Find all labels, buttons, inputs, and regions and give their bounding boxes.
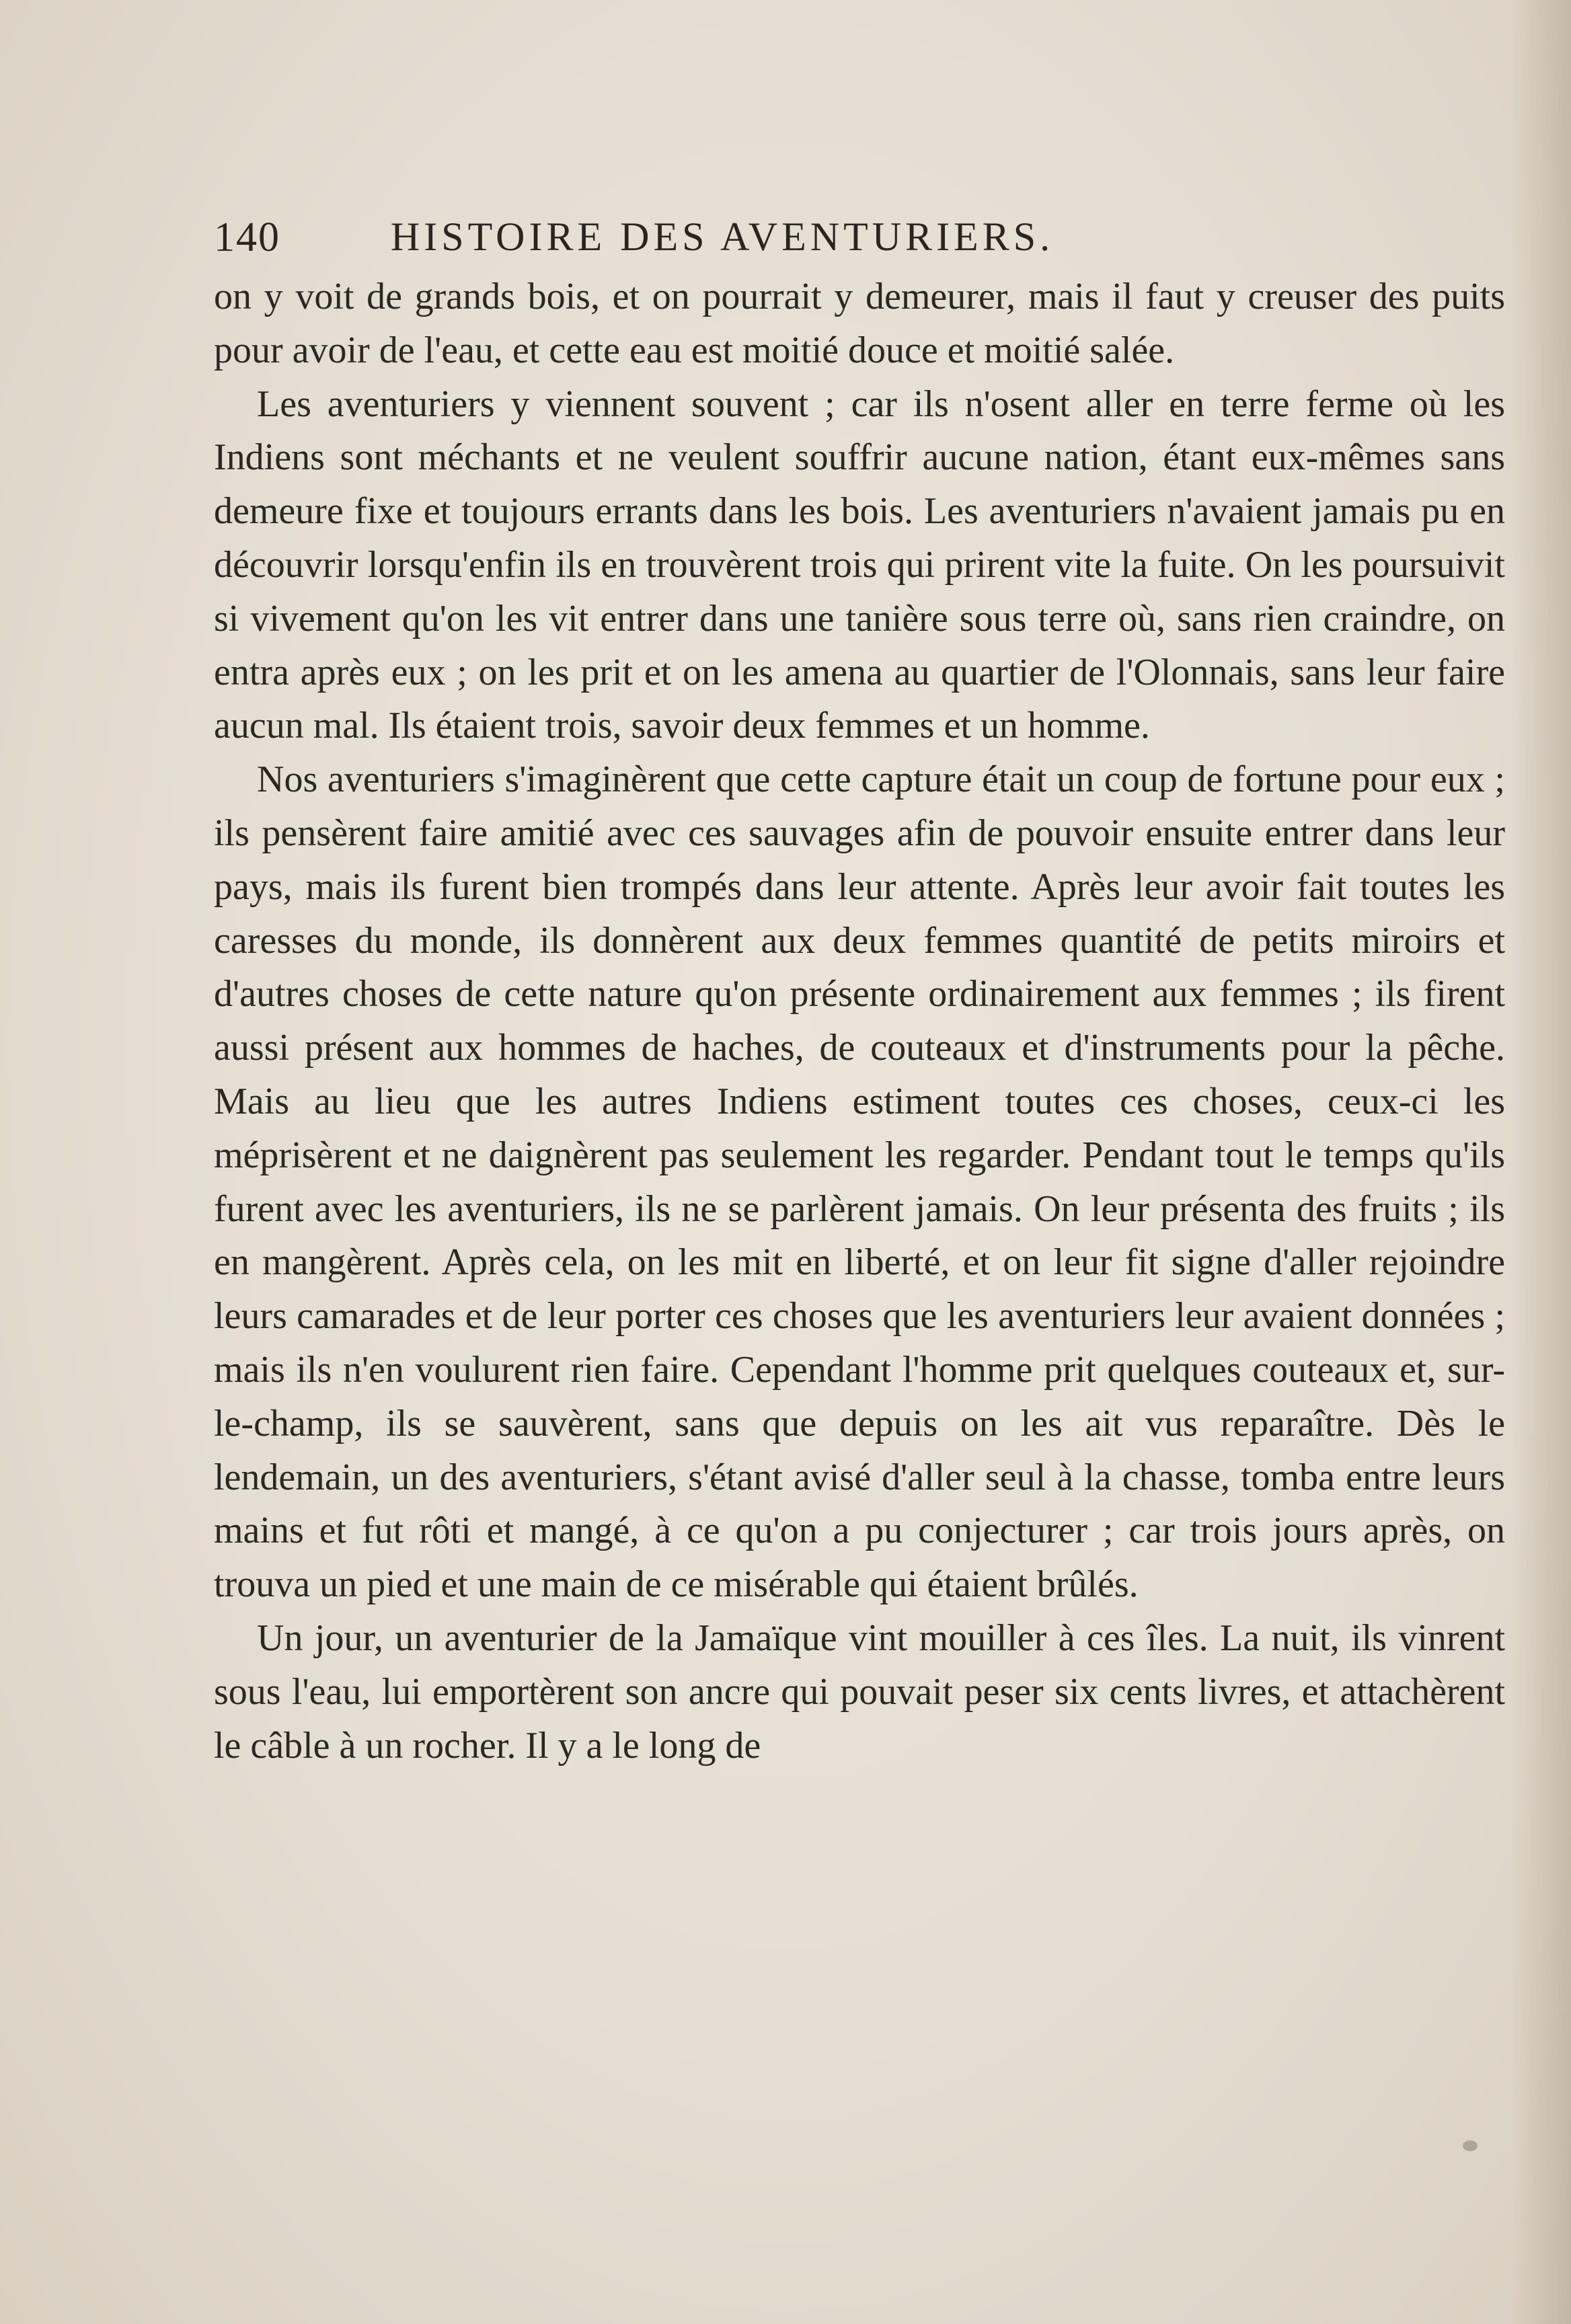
- body-text: [214, 270, 1505, 1773]
- paragraph: Un jour, un aventurier de la Jamaïque vint mouiller à ces îles. La nuit, ils vinrent sous l'eau, lui emportèrent son ancre qui pouvait peser six cents livres, et attachèrent le câble à un rocher. Il y a le long de: [214, 1617, 1505, 1767]
- paragraph: Les aventuriers y viennent souvent ; car ils n'osent aller en terre ferme où les Indiens sont méchants et ne veulent souffrir aucune nation, étant eux-mêmes sans demeure fixe et toujours errants dans les bois. Les aventuriers n'avaient jamais pu en découvrir lorsqu'enfin ils en trouvèrent trois qui prirent vite la fuite. On les poursuivit si vivement qu'on les vit entrer dans une tanière sous terre où, sans rien craindre, on entra après eux ; on les prit et on les amena au quartier de l'Olonnais, sans leur faire aucun mal. Ils étaient trois, savoir deux femmes et un homme.: [214, 383, 1505, 747]
- page-number: 140: [214, 215, 280, 260]
- ink-smudge: [1463, 2140, 1478, 2151]
- page-edge-shadow: [1510, 0, 1571, 2324]
- paragraph: Nos aventuriers s'imaginèrent que cette capture était un coup de fortune pour eux ; ils pensèrent faire amitié avec ces sauvages afin de pouvoir ensuite entrer dans leur pays, mais ils furent bien trompés dans leur attente. Après leur avoir fait toutes les caresses du monde, ils donnèrent aux deux femmes quantité de petits miroirs et d'autres choses de cette nature qu'on présente ordinairement aux femmes ; ils firent aussi présent aux hommes de haches, de couteaux et d'instruments pour la pêche. Mais au lieu que les autres Indiens estiment toutes ces choses, ceux-ci les méprisèrent et ne daignèrent pas seulement les regarder. Pendant tout le temps qu'ils furent avec les aventuriers, ils ne se parlèrent jamais. On leur présenta des fruits ; ils en mangèrent. Après cela, on les mit en liberté, et on leur fit signe d'aller rejoindre leurs camarades et de leur porter ces choses que les aventuriers leur avaient données ; mais ils n'en voulurent rien faire. Cependant l'homme prit quelques couteaux et, sur-le-champ, ils se sauvèrent, sans que depuis on les ait vus reparaître. Dès le lendemain, un des aventuriers, s'étant avisé d'aller seul à la chasse, tomba entre leurs mains et fut rôti et mangé, à ce qu'on a pu conjecturer ; car trois jours après, on trouva un pied et une main de ce misérable qui étaient brûlés.: [214, 759, 1505, 1606]
- running-title: HISTOIRE DES AVENTURIERS.: [390, 215, 1055, 259]
- paragraph: on y voit de grands bois, et on pourrait y demeurer, mais il faut y creuser des puits pour avoir de l'eau, et cette eau est moitié douce et moitié salée.: [214, 276, 1505, 371]
- page-header: [214, 214, 1231, 268]
